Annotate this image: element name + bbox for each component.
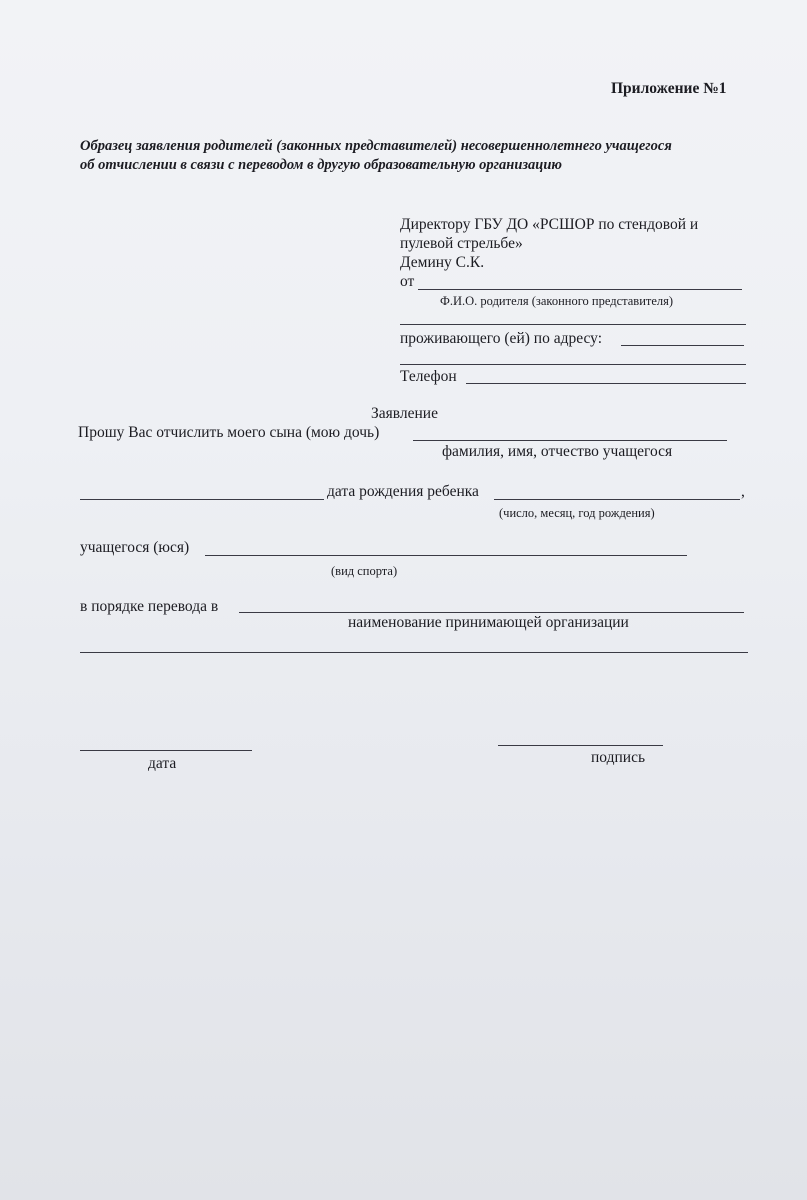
birth-comma: , [741, 483, 745, 500]
phone-label: Телефон [400, 368, 457, 385]
addressee-line-3: Демину С.К. [400, 254, 485, 271]
from-name-line [418, 289, 742, 290]
phone-line [466, 383, 746, 384]
address-label: проживающего (ей) по адресу: [400, 330, 602, 347]
sport-line [205, 555, 687, 556]
transfer-label: в порядке перевода в [80, 598, 219, 615]
birth-prefix-line [80, 499, 324, 500]
org-line [239, 612, 744, 613]
address-line-2 [400, 364, 746, 365]
signature-line [498, 745, 663, 746]
from-hint: Ф.И.О. родителя (законного представителя) [440, 294, 674, 308]
org-hint: наименование принимающей организации [348, 614, 629, 631]
org-extra-line [80, 652, 748, 653]
student-name-line [413, 440, 727, 441]
appendix-label: Приложение №1 [611, 80, 727, 97]
document-title-line-1: Образец заявления родителей (законных представителей) несовершеннолетнего учащегося [80, 138, 672, 154]
student-label: учащегося (юся) [80, 539, 190, 556]
birth-hint: (число, месяц, год рождения) [499, 506, 655, 520]
request-text: Прошу Вас отчислить моего сына (мою дочь) [78, 424, 380, 441]
from-extra-line [400, 324, 746, 325]
document-title-line-2: об отчислении в связи с переводом в другую образовательную организацию [80, 157, 562, 173]
from-label: от [400, 273, 415, 290]
birth-label: дата рождения ребенка [327, 483, 479, 500]
address-line-1 [621, 345, 744, 346]
student-name-hint: фамилия, имя, отчество учащегося [442, 443, 673, 460]
statement-heading: Заявление [371, 405, 438, 422]
addressee-line-1: Директору ГБУ ДО «РСШОР по стендовой и [400, 216, 699, 233]
sport-hint: (вид спорта) [331, 564, 398, 578]
signature-label: подпись [591, 749, 646, 766]
birth-date-line [494, 499, 740, 500]
date-label: дата [148, 755, 177, 772]
date-line [80, 750, 252, 751]
addressee-line-2: пулевой стрельбе» [400, 235, 523, 252]
